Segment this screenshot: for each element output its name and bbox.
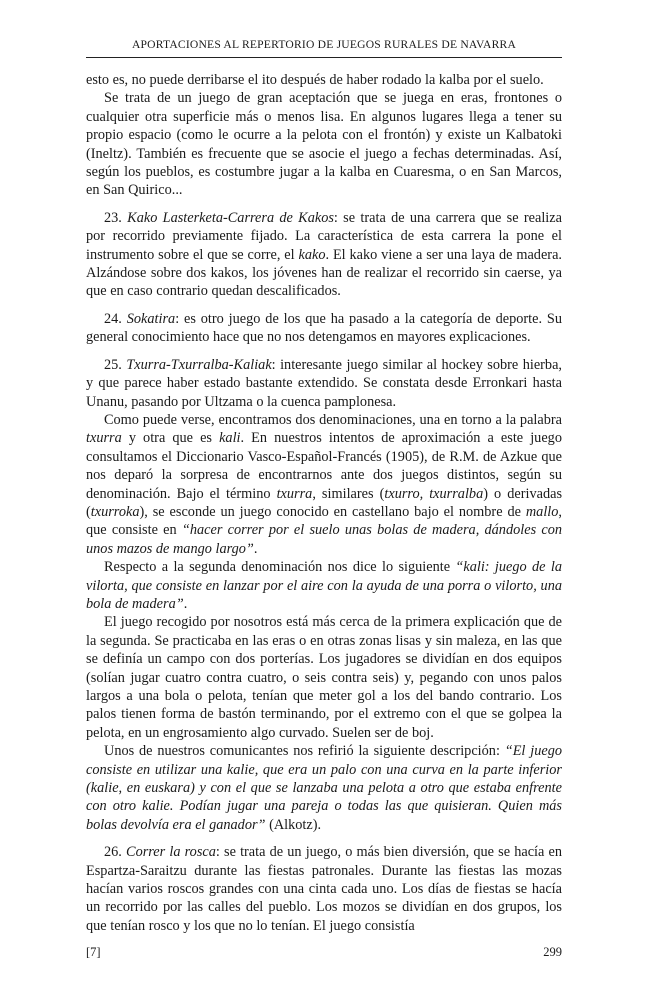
running-header: APORTACIONES AL REPERTORIO DE JUEGOS RURALES DE NAVARRA xyxy=(131,38,517,51)
body-paragraph: Unos de nuestros comunicantes nos refirió la siguiente descripción: “El juego consiste en utilizar una kalie, que era un palo con una curva en la parte inferior (kalie, en euskara) y con el que se lanzaba una pelota a otro que estaba enfrente con otro kalie. Podían jugar una pareja o todas las que quisieran. Quien más bolas devolvía era el ganador” (Alkotz). xyxy=(86,743,562,833)
body-paragraph: 24. Sokatira: es otro juego de los que ha pasado a la categoría de deporte. Su general conocimiento hace que no nos detengamos en mayores explicaciones. xyxy=(86,310,562,346)
body-paragraph: Como puede verse, encontramos dos denominaciones, una en torno a la palabra txurra y otra que es kali. En nuestros intentos de aproximación a este juego consultamos el Diccionario Vasco-Español-Francés (1905), de R.M. de Azkue que nos deparó la sorpresa de encontrarnos ante dos juegos distintos, según su denominación. Bajo el término txurra, similares (txurro, txurralba) o derivadas (txurroka), se esconde un juego conocido en castellano bajo el nombre de mallo, que consiste en “hacer correr por el suelo unas bolas de madera, dándoles con unos mazos de mango largo”. xyxy=(86,411,563,557)
header-rule xyxy=(86,57,562,58)
body-paragraph: 26. Correr la rosca: se trata de un juego, o más bien diversión, que se hacía en Espartza-Saraitzu durante las fiestas patronales. Durante las fiestas las mozas hacían varios roscos grandes con una cinta cada uno. Los días de fiestas se hacía un recorrido por las calles del pueblo. Los mozos se dividían en dos grupos, los que tenían rosco y los que no lo tenían. El juego consistía xyxy=(86,844,563,934)
body-paragraph: Se trata de un juego de gran aceptación que se juega en eras, frontones o cualquier otra superficie más o menos lisa. En algunos lugares llega a tener su propio espacio (como le ocurre a la pelota con el frontón) y existe un Kalbatoki (Ineltz). También es frecuente que se asocie el juego a fechas determinadas. Así, según los pueblos, es costumbre jugar a la kalba en Cuaresma, o en San Marcos, en San Quirico... xyxy=(86,90,562,199)
page-body xyxy=(86,71,562,935)
body-paragraph: esto es, no puede derribarse el ito después de haber rodado la kalba por el suelo. xyxy=(86,72,544,88)
section-number: [7] xyxy=(86,945,101,959)
body-paragraph: 23. Kako Lasterketa-Carrera de Kakos: se trata de una carrera que se realiza por recorrido previamente fijado. La característica de esta carrera la pone el instrumento sobre el que se corre, el kako. El kako viene a ser una laya de madera. Alzándose sobre dos kakos, los jóvenes han de realizar el recorrido sin caerse, ya que en caso contrario quedan descalificados. xyxy=(86,209,562,300)
body-paragraph: El juego recogido por nosotros está más cerca de la primera explicación que de la segunda. Se practicaba en las eras o en otras zonas lisas y sin maleza, en las que se definía un campo con dos porterías. Los jugadores se dividían en dos equipos (solían jugar cuatro contra cuatro, o seis contra seis) y, pegando con unos palos largos a una bola o pelota, tenían que meter gol a los del bando contrario. Los palos tienen forma de bastón terminando, por el extremo con el que se golpea la pelota, en un engrosamiento algo curvado. Suelen ser de boj. xyxy=(86,614,562,741)
body-paragraph: Respecto a la segunda denominación nos dice lo siguiente “kali: juego de la vilorta, que consiste en lanzar por el aire con la ayuda de una porra o vilorto, una bola de madera”. xyxy=(86,559,562,612)
page-number: 299 xyxy=(543,945,562,959)
body-paragraph: 25. Txurra-Txurralba-Kaliak: interesante juego similar al hockey sobre hierba, y que parece haber estado bastante extendido. Se constata desde Erronkari hasta Unanu, pasando por Ultzama o la cuenca pamplonesa. xyxy=(86,356,562,410)
